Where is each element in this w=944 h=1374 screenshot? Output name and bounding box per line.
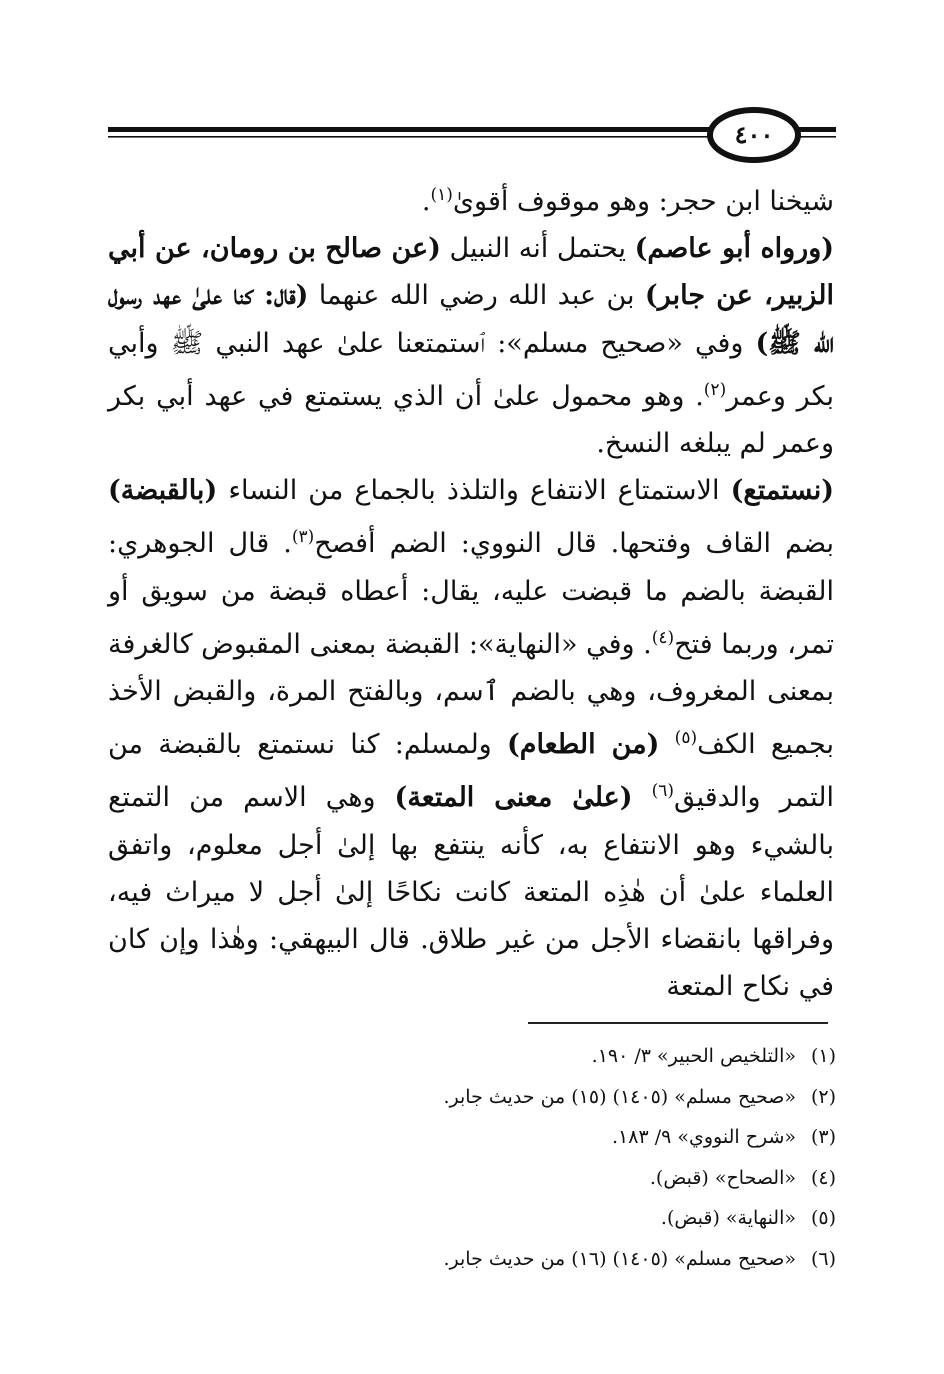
footnote-item (200, 1158, 836, 1199)
footnote-item (200, 1117, 836, 1158)
footnote-number: (٥) (810, 1207, 836, 1229)
text-run: . وفي «النهاية»: القبضة بمعنى المقبوض كالغرفة بمعنى المغروف، وهي بالضم ٱسم، وبالفتح المرة، والقبض الأخذ بجميع الكف (107, 628, 834, 761)
footnote-item (200, 1239, 836, 1280)
text-run: بن عبد الله رضي الله عنهما (308, 280, 645, 312)
text-run: . قال الجوهري: القبضة بالضم ما قبضت عليه، يقال: أعطاه قبضة من سويق أو تمر، وربما فتح (108, 528, 834, 660)
bold-text: (ورواه أبو عاصم) (634, 233, 835, 265)
footnote-ref: (٢) (703, 379, 727, 400)
footnote-divider (528, 1022, 828, 1024)
text-run: . وهو محمول علىٰ أن الذي يستمتع في عهد أبي بكر وعمر لم يبلغه النسخ. (108, 380, 834, 460)
page-header (0, 0, 944, 190)
text-run: بضم القاف وفتحها. قال النووي: الضم أفصح (314, 528, 834, 560)
footnote-ref: (٣) (291, 527, 315, 548)
bold-text: (بالقبضة) (108, 475, 218, 507)
footnote-ref: (٥) (674, 728, 698, 749)
footnote-text: «صحيح مسلم» (١٤٠٥) (١٥) من حديث جابر. (443, 1085, 796, 1108)
footnote-text: «الصحاح» (قبض). (649, 1166, 796, 1189)
footnote-ref: (٦) (651, 781, 675, 802)
text-run: يحتمل أنه النبيل (440, 233, 635, 265)
footnotes (200, 1036, 836, 1279)
page-number: ٤٠٠ (734, 120, 774, 149)
bold-text: (من الطعام) (506, 729, 660, 761)
bold-text: (علىٰ معنى المتعة) (394, 782, 633, 814)
paragraph (108, 172, 834, 225)
footnote-text: «صحيح مسلم» (١٤٠٥) (١٦) من حديث جابر. (443, 1247, 796, 1270)
footnote-number: (٢) (810, 1085, 836, 1108)
paragraph (108, 467, 834, 1010)
footnote-text: «شرح النووي» ٩/ ١٨٣. (611, 1126, 796, 1148)
bold-text: (قال: كنا علىٰ عهد رسول الله ﷺ) (108, 280, 835, 359)
text-run (659, 729, 674, 760)
text-run: وهي الاسم من التمتع بالشيء وهو الانتفاع به، كأنه ينتفع بها إلىٰ أجل معلوم، واتفق العلماء علىٰ أن هٰذِه المتعة كانت نكاحًا إلىٰ أجل لا ميراث فيه، وفراقها بانقضاء الأجل من غير طلاق. قال البيهقي: وهٰذا وإن كان في نكاح المتعة (108, 782, 834, 1003)
footnote-item (200, 1198, 836, 1239)
footnote-ref: (١) (430, 185, 453, 205)
footnote-ref: (٤) (651, 627, 675, 648)
footnote-number: (٦) (810, 1247, 836, 1270)
footnote-item (200, 1077, 836, 1118)
footnote-text: «النهاية» (قبض). (660, 1207, 796, 1229)
text-run: وفي «صحيح مسلم»: ٱستمتعنا علىٰ عهد النبي ﷺ وأبي بكر وعمر (108, 327, 834, 412)
header-ornament (0, 0, 944, 190)
text-run: . (421, 186, 431, 217)
paragraph (108, 225, 834, 467)
footnote-number: (٤) (810, 1166, 836, 1189)
footnote-number: (١) (810, 1045, 836, 1067)
footnote-item (200, 1036, 836, 1077)
bold-text: (عن صالح بن رومان، عن أبي الزبير، عن جابر) (108, 233, 834, 312)
text-run: شيخنا ابن حجر: وهو موقوف أقوىٰ (452, 186, 834, 217)
text-run: الاستمتاع الانتفاع والتلذذ بالجماع من النساء (217, 475, 731, 507)
main-text (108, 172, 834, 1010)
footnote-text: «التلخيص الحبير» ٣/ ١٩٠. (591, 1045, 796, 1067)
footnote-number: (٣) (810, 1126, 836, 1148)
text-run (633, 782, 652, 813)
text-run: ولمسلم: كنا نستمتع بالقبضة من التمر والدقيق (108, 729, 835, 814)
bold-text: (نستمتع) (730, 475, 834, 507)
